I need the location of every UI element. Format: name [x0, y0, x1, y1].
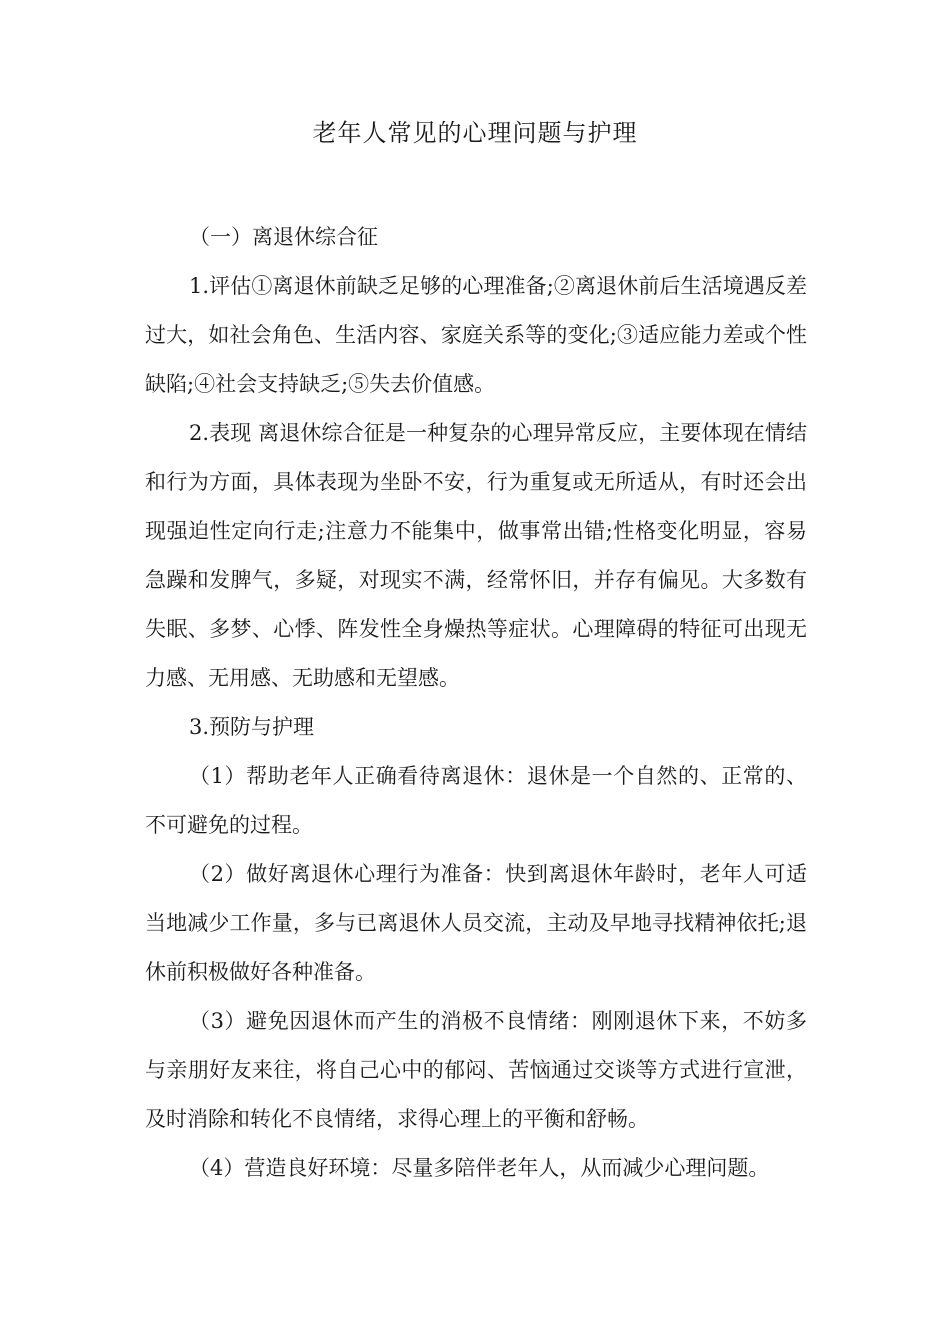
paragraph-manifestation: 2.表现 离退休综合征是一种复杂的心理异常反应，主要体现在情结和行为方面，具体表现为坐卧不安，行为重复或无所适从，有时还会出现强迫性定向行走;注意力不能集中，做事常出错;性格变化明显，容易急躁和发脾气，多疑，对现实不满，经常怀旧，并存有偏见。大多数有失眠、多梦、心悸、阵发性全身燥热等症状。心理障碍的特征可出现无力感、无用感、无助感和无望感。 — [145, 421, 807, 690]
section-heading: （一）离退休综合征 — [189, 225, 378, 249]
paragraph-assessment: 1.评估①离退休前缺乏足够的心理准备;②离退休前后生活境遇反差过大，如社会角色、生活内容、家庭关系等的变化;③适应能力差或个性缺陷;④社会支持缺乏;⑤失去价值感。 — [145, 274, 807, 396]
paragraph-item-3: （3）避免因退休而产生的消极不良情绪：刚刚退休下来，不妨多与亲朋好友来往，将自己心中的郁闷、苦恼通过交谈等方式进行宣泄，及时消除和转化不良情绪，求得心理上的平衡和舒畅。 — [145, 1009, 807, 1131]
document-title: 老年人常见的心理问题与护理 — [312, 119, 638, 147]
paragraph-item-1: （1）帮助老年人正确看待离退休：退休是一个自然的、正常的、不可避免的过程。 — [145, 764, 807, 837]
paragraph-item-4: （4）营造良好环境：尽量多陪伴老年人，从而减少心理问题。 — [189, 1156, 770, 1180]
paragraph-item-2: （2）做好离退休心理行为准备：快到离退休年龄时，老年人可适当地减少工作量，多与已离退休人员交流，主动及早地寻找精神依托;退休前积极做好各种准备。 — [145, 862, 807, 984]
paragraph-prevention-heading: 3.预防与护理 — [189, 715, 315, 739]
document-body — [145, 213, 807, 1193]
